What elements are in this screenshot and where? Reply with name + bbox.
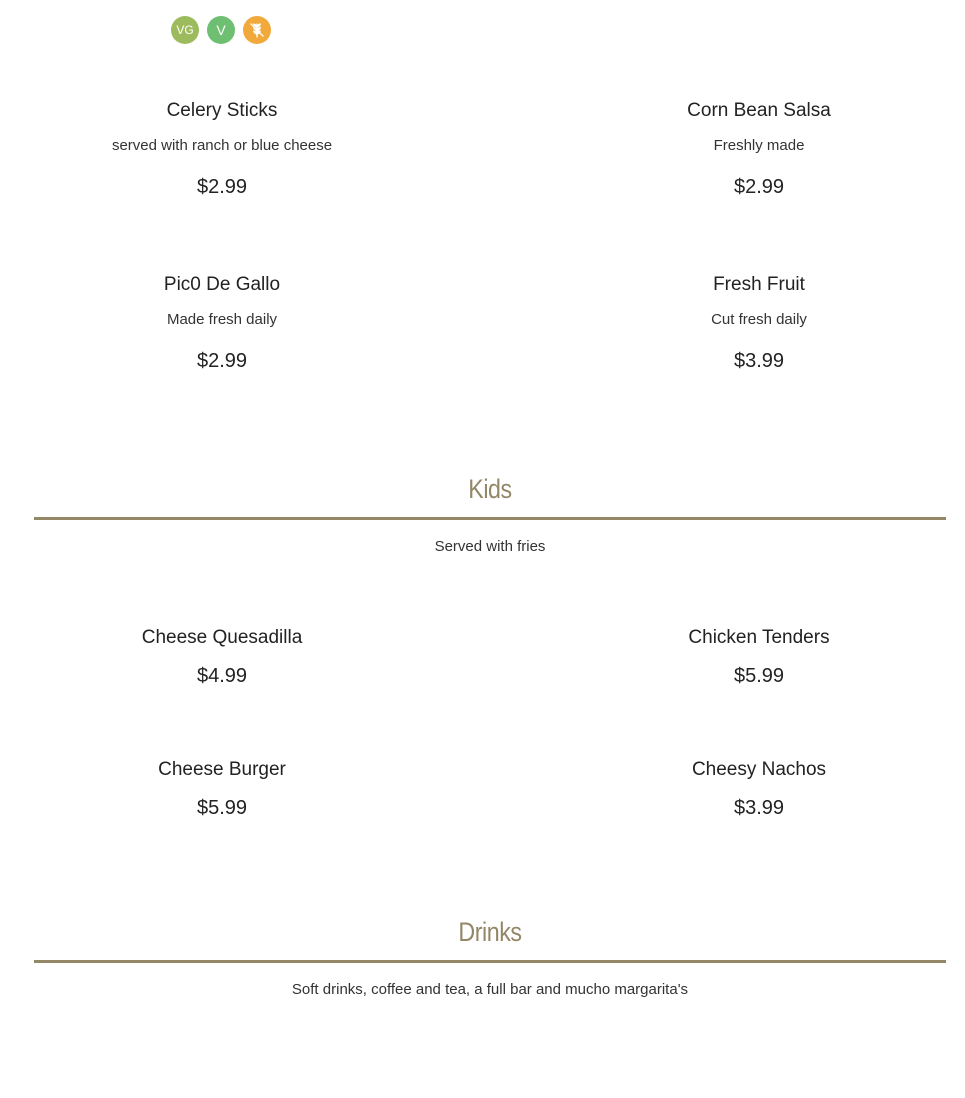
item-price: $4.99 <box>196 665 248 687</box>
item-price: $2.99 <box>196 176 248 198</box>
item-price: $3.99 <box>733 350 785 372</box>
section-description-drinks: Soft drinks, coffee and tea, a full bar and mucho margarita's <box>291 981 689 998</box>
item-name: Corn Bean Salsa <box>687 100 831 121</box>
item-price: $5.99 <box>733 665 785 687</box>
section-description-kids: Served with fries <box>434 538 546 555</box>
section-divider <box>34 517 946 520</box>
item-name: Chicken Tenders <box>688 627 830 648</box>
menu-item-cheese-burger[interactable] <box>12 758 432 820</box>
item-price: $3.99 <box>733 797 785 819</box>
menu-item-fresh-fruit[interactable] <box>549 273 965 373</box>
menu-item-celery-sticks[interactable] <box>12 99 432 199</box>
menu-item-cheese-quesadilla[interactable] <box>12 626 432 688</box>
item-name: Cheese Burger <box>158 759 286 780</box>
item-name: Fresh Fruit <box>713 274 805 295</box>
section-title-drinks: Drinks <box>458 917 522 947</box>
item-description: Cut fresh daily <box>711 311 807 328</box>
menu-item-chicken-tenders[interactable] <box>549 626 965 688</box>
item-name: Cheese Quesadilla <box>141 627 303 648</box>
item-name: Celery Sticks <box>166 100 278 121</box>
menu-item-pico-de-gallo[interactable] <box>12 273 432 373</box>
section-divider <box>34 960 946 963</box>
item-price: $2.99 <box>733 176 785 198</box>
item-description: Freshly made <box>713 137 805 154</box>
item-name: Pic0 De Gallo <box>163 274 281 295</box>
item-description: Made fresh daily <box>166 311 278 328</box>
menu-item-cheesy-nachos[interactable] <box>549 758 965 820</box>
item-name: Cheesy Nachos <box>691 759 827 780</box>
item-description: served with ranch or blue cheese <box>111 137 333 154</box>
dietary-icons <box>171 16 271 44</box>
gluten-free-icon <box>243 16 271 44</box>
item-price: $2.99 <box>196 350 248 372</box>
menu-item-corn-bean-salsa[interactable] <box>549 99 965 199</box>
vegetarian-icon-label: V <box>216 22 226 38</box>
wheat-slash-icon <box>248 21 266 39</box>
section-title-kids: Kids <box>468 474 512 504</box>
vegan-icon-label: VG <box>176 23 194 37</box>
vegan-icon <box>171 16 199 44</box>
item-price: $5.99 <box>196 797 248 819</box>
vegetarian-icon <box>207 16 235 44</box>
